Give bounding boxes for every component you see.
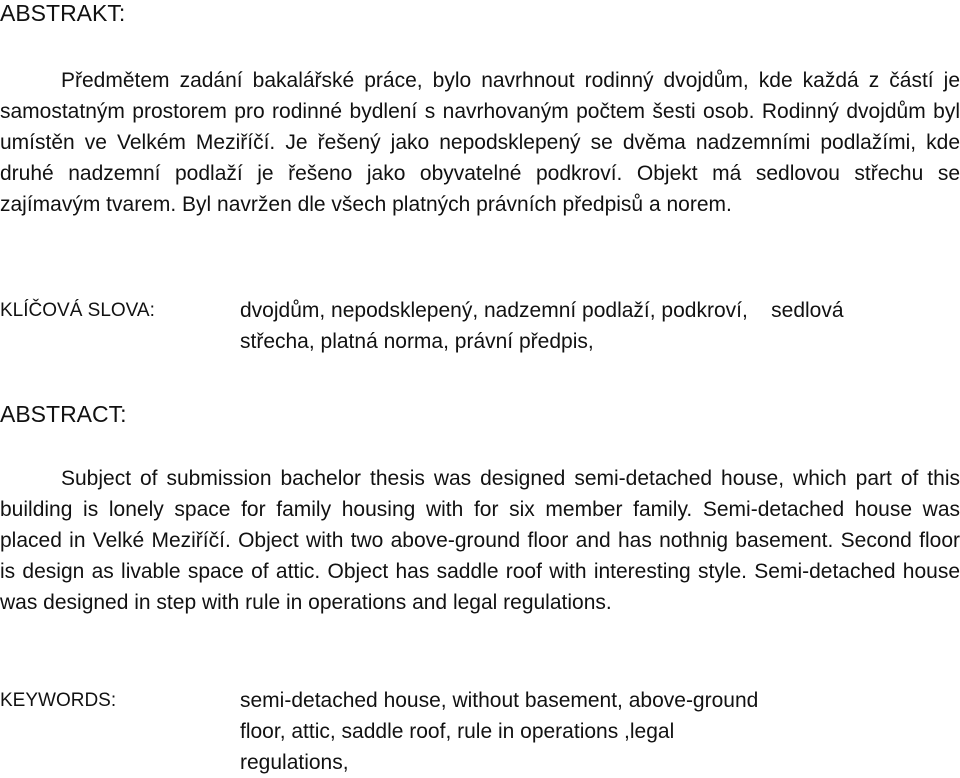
abstract-heading: ABSTRACT: [0, 401, 127, 427]
keywords-line: floor, attic, saddle roof, rule in operations ,legal [240, 720, 675, 743]
klicova-slova-line: dvojdům, nepodsklepený, nadzemní podlaží, podkroví, sedlová [240, 299, 844, 322]
abstrakt-paragraph [0, 65, 960, 220]
keywords-line: regulations, [240, 751, 349, 774]
klicova-slova-line: střecha, platná norma, právní předpis, [240, 330, 594, 353]
abstract-paragraph [0, 463, 960, 618]
abstrakt-paragraph-text: Předmětem zadání bakalářské práce, bylo navrhnout rodinný dvojdům, kde každá z částí je samostatným prostorem pro rodinné bydlení s navrhovaným počtem šesti osob. Rodinný dvojdům byl umístěn ve Velkém Meziříčí. Je řešený jako nepodsklepený se dvěma nadzemními podlažími, kde druhé nadzemní podlaží je řešeno jako obyvatelné podkroví. Objekt má sedlovou střechu se zajímavým tvarem. Byl navržen dle všech platných právních předpisů a norem. [0, 69, 960, 216]
abstrakt-heading: ABSTRAKT: [0, 0, 126, 26]
klicova-slova-values [240, 295, 920, 357]
keywords-label: KEYWORDS: [0, 690, 117, 711]
keywords-values [240, 685, 920, 778]
abstract-paragraph-text: Subject of submission bachelor thesis was designed semi-detached house, which part of this building is lonely space for family housing with for six member family. Semi-detached house was placed in Velké Meziříčí. Object with two above-ground floor and has nothnig basement. Second floor is design as livable space of attic. Object has saddle roof with interesting style. Semi-detached house was designed in step with rule in operations and legal regulations. [0, 467, 960, 614]
klicova-slova-label: KLÍČOVÁ SLOVA: [0, 300, 155, 321]
keywords-line: semi-detached house, without basement, above-ground [240, 689, 759, 712]
